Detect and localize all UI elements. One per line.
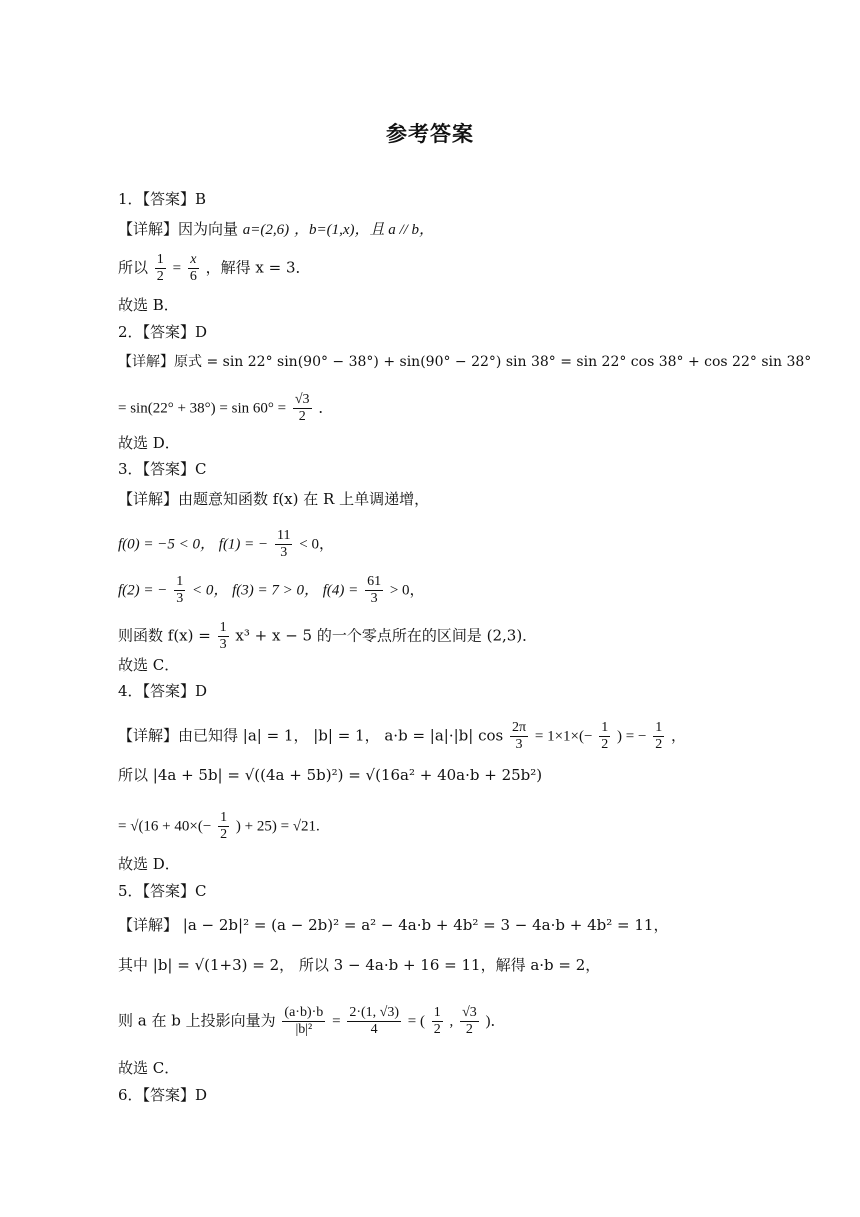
q4-answer: 4．【答案】D <box>118 682 208 700</box>
q3-conclusion: 故选 C． <box>118 656 180 674</box>
q4-fraction-b: $\frac{1}{2}$ <box>601 720 609 752</box>
q5-fraction-c: $\frac{1}{2}$ <box>433 1005 441 1037</box>
q4-fraction-d: $\frac{1}{2}$ <box>220 810 228 842</box>
q3-answer: 3．【答案】C <box>118 460 207 478</box>
q4-fraction-c: $\frac{1}{2}$ <box>655 720 663 752</box>
q1-detail-prefix: 【详解】因为向量 <box>118 220 239 238</box>
q1-solve-suffix: ，解得 x = 3． <box>205 258 311 277</box>
q1-vector-a: a=(2,6) <box>242 222 290 238</box>
q3-fraction-d: $\frac{1}{3}$ <box>219 620 227 652</box>
q4-fraction-a: $\frac{2\pi}{3}$ <box>512 720 527 752</box>
q1-vector-b: ，b=(1,x)，且 a // b， <box>293 222 435 238</box>
q1-solve: 所以 $\frac{1}{2}$ = $\frac{x}{6}$ ，解得 x = 3． <box>118 252 311 284</box>
q4-detail-line-3: = √(16 + 40×(− $\frac{1}{2}$ ) + 25) = √21. <box>118 810 320 842</box>
q3-detail-line-2: f(0) = −5 < 0， f(1) = − $\frac{11}{3}$ < 0， <box>118 528 334 560</box>
q2-detail-line-2: = sin(22° + 38°) = sin 60° = $\frac{√3}{2}$ ． <box>118 392 334 424</box>
q1-fraction-1: $\frac{1}{2}$ <box>156 252 164 284</box>
q4-detail-line-1: 【详解】由已知得 |a| = 1， |b| = 1， a·b = |a|·|b| cos $\frac{2\pi}{3}$ = 1×1×(− $\frac{1}{2}$ ) = − $\frac{1}{2}$ ， <box>118 720 687 752</box>
q2-detail-line-1: 【详解】原式 = sin 22° sin(90° − 38°) + sin(90° − 22°) sin 38° = sin 22° cos 38° + cos 22° sin 38° <box>118 354 812 370</box>
q5-fraction-b: $\frac{2\cdot(1, √3)}{4}$ <box>349 1005 399 1037</box>
q1-conclusion: 故选 B． <box>118 296 179 314</box>
q5-detail-line-3: 则 a 在 b 上投影向量为 $\frac{(a\cdot b)\cdot b}{\text{|b|²}}$ = $\frac{2\cdot(1, √3)}{4}$ = ( $\frac{1}{2}$ , $\frac{√3}{2}$ )． <box>118 1005 506 1037</box>
q4-conclusion: 故选 D． <box>118 855 180 873</box>
q6-answer: 6．【答案】D <box>118 1086 208 1104</box>
q4-detail-line-2: 所以 |4a + 5b| = √((4a + 5b)²) = √(16a² + 40a·b + 25b²) <box>118 766 543 784</box>
q1-answer: 1．【答案】B <box>118 190 207 208</box>
q5-detail-line-2: 其中 |b| = √(1+3) = 2， 所以 3 − 4a·b + 16 = 11，解得 a·b = 2， <box>118 956 601 974</box>
q1-solve-prefix: 所以 <box>118 258 149 277</box>
q2-conclusion: 故选 D． <box>118 434 180 452</box>
q1-fraction-2: $\frac{x}{6}$ <box>189 252 197 284</box>
q1-detail <box>118 222 434 238</box>
q5-answer: 5．【答案】C <box>118 882 207 900</box>
q3-detail-line-4: 则函数 f(x) = $\frac{1}{3}$ x³ + x − 5 的一个零点所在的区间是 (2,3)． <box>118 620 538 652</box>
q3-fraction-b: $\frac{1}{3}$ <box>176 574 184 606</box>
q3-detail-line-1: 【详解】由题意知函数 f(x) 在 R 上单调递增， <box>118 490 430 508</box>
q5-detail-line-1: 【详解】 |a − 2b|² = (a − 2b)² = a² − 4a·b + 4b² = 3 − 4a·b + 4b² = 11， <box>118 916 669 934</box>
q3-detail-line-3: f(2) = − $\frac{1}{3}$ < 0， f(3) = 7 > 0， f(4) = $\frac{61}{3}$ > 0， <box>118 574 425 606</box>
q5-conclusion: 故选 C． <box>118 1059 180 1077</box>
q2-fraction: $\frac{√3}{2}$ <box>294 392 310 424</box>
q5-fraction-a: $\frac{(a\cdot b)\cdot b}{\text{|b|²}}$ <box>284 1005 324 1037</box>
q3-fraction-a: $\frac{11}{3}$ <box>276 528 291 560</box>
q2-answer: 2．【答案】D <box>118 323 208 341</box>
page-title: 参考答案 <box>386 122 474 146</box>
q3-fraction-c: $\frac{61}{3}$ <box>367 574 382 606</box>
q5-fraction-d: $\frac{√3}{2}$ <box>462 1005 477 1037</box>
